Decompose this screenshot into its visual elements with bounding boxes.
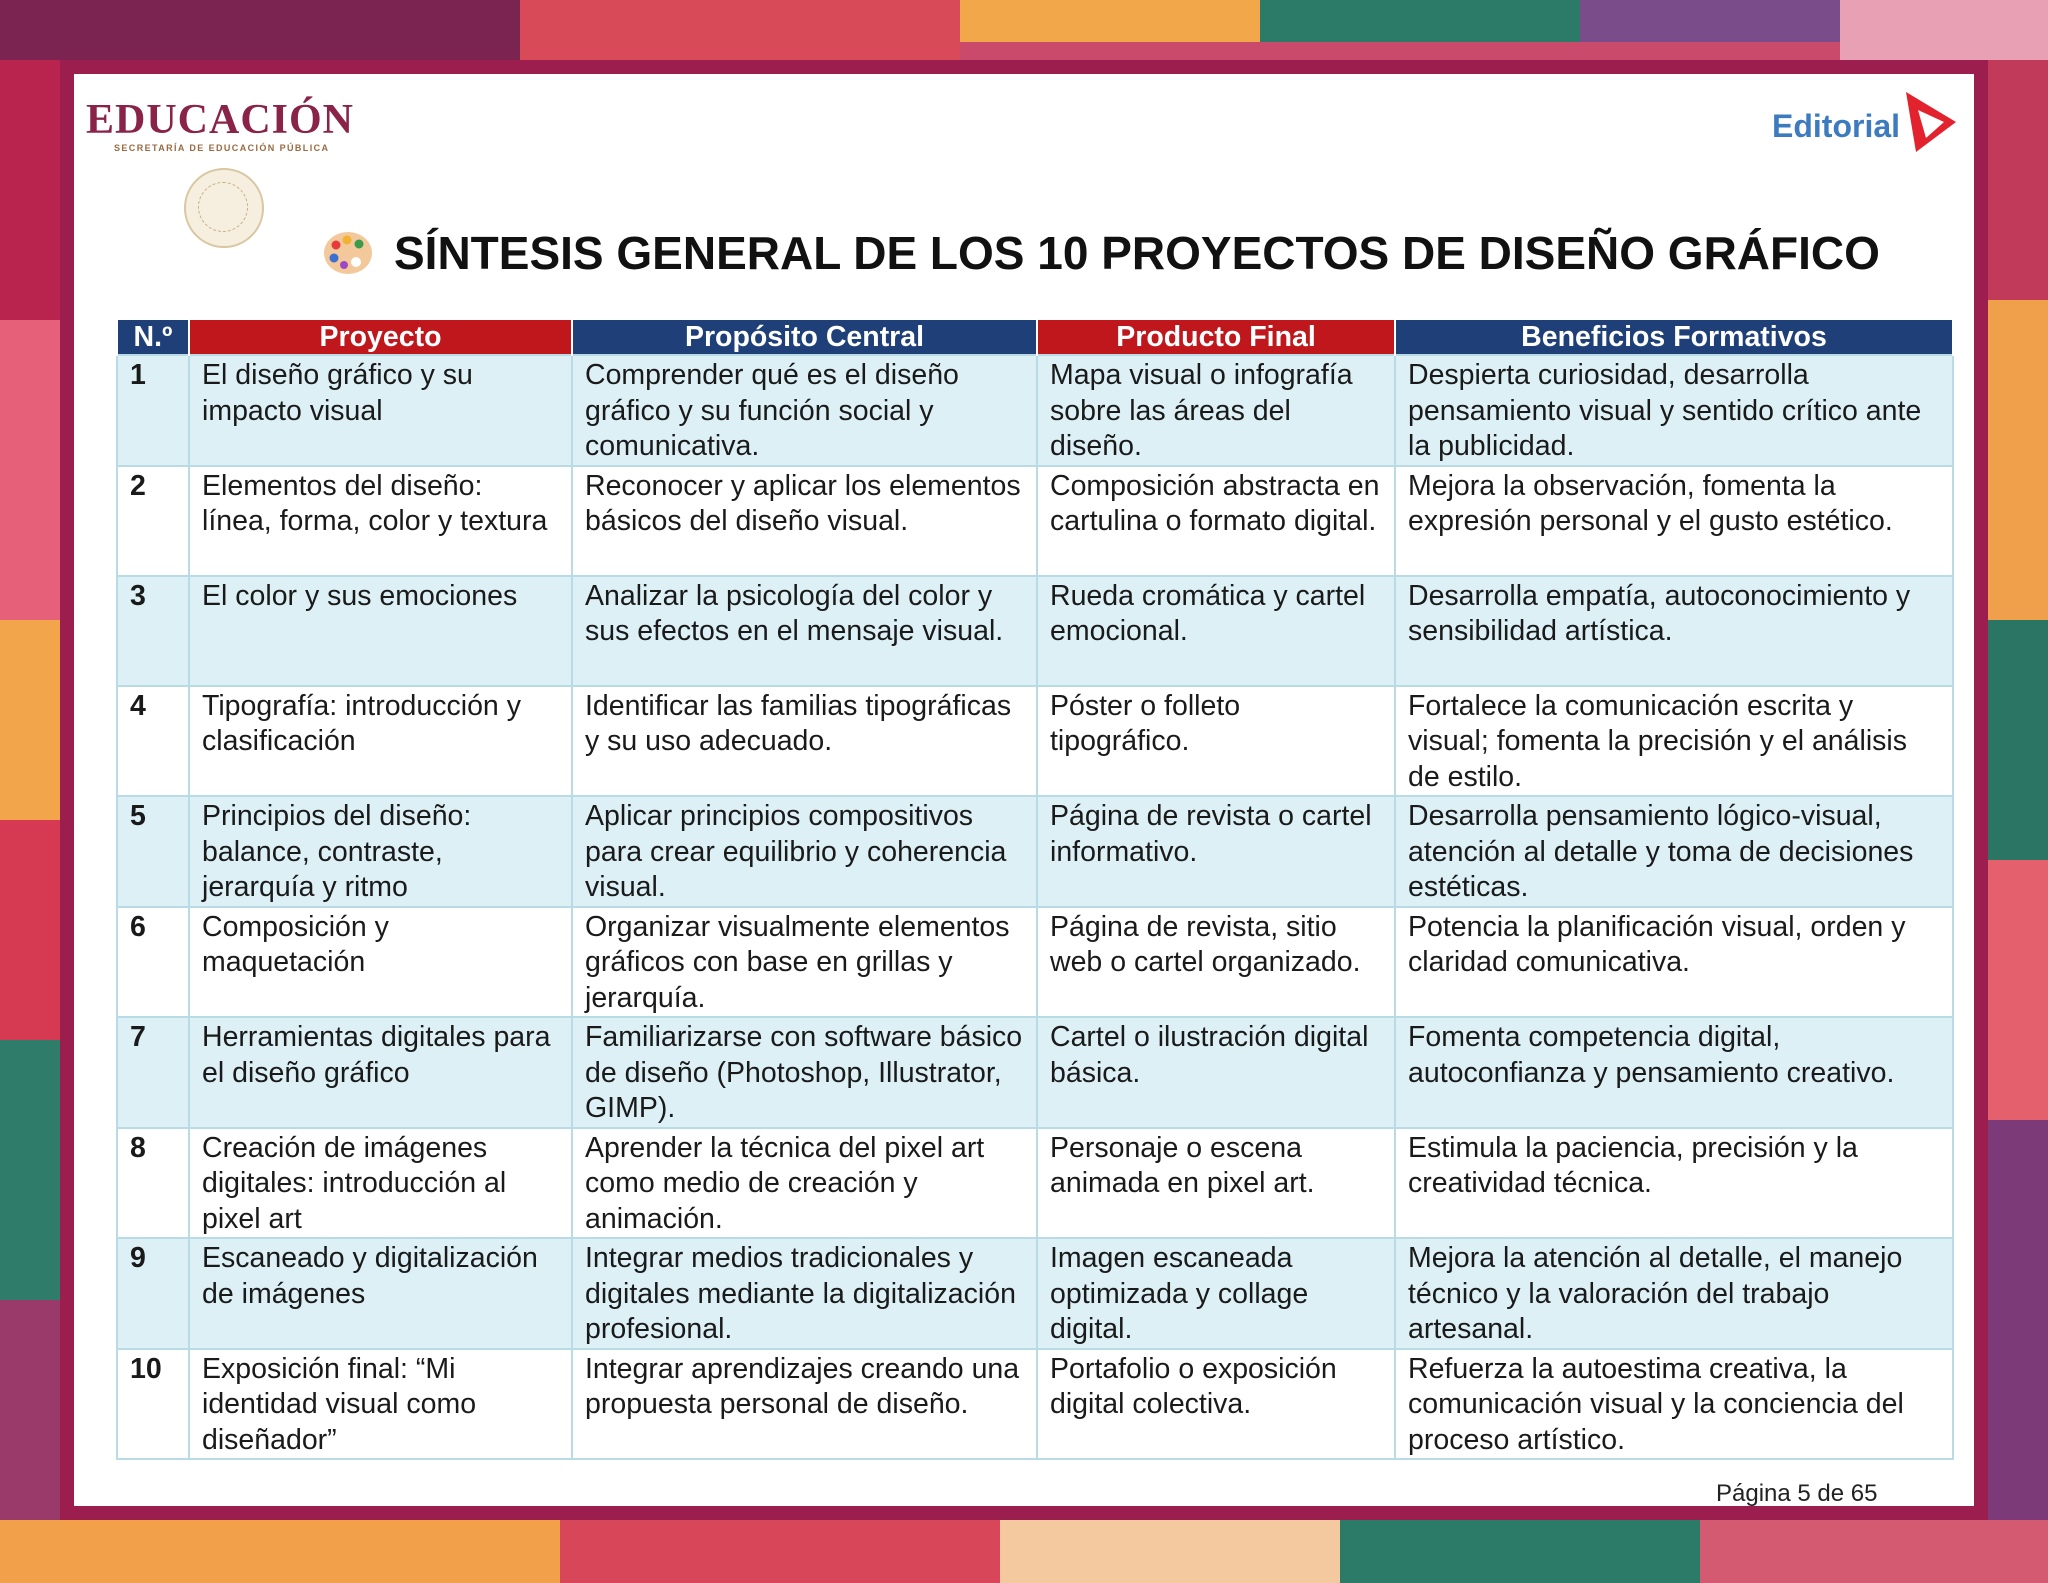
cell-benefits: Fortalece la comunicación escrita y visual; fomenta la precisión y el análisis de estilo. [1395,686,1953,797]
cell-product: Página de revista o cartel informativo. [1037,796,1395,907]
table-row [117,907,1953,1018]
cell-product: Página de revista, sitio web o cartel organizado. [1037,907,1395,1018]
cell-benefits: Mejora la observación, fomenta la expresión personal y el gusto estético. [1395,466,1953,576]
education-logo-subtitle: SECRETARÍA DE EDUCACIÓN PÚBLICA [114,143,330,153]
table-row [117,686,1953,797]
education-logo: EDUCACIÓN [86,97,355,143]
cell-project: Elementos del diseño: línea, forma, color y textura [189,466,572,576]
cell-number: 2 [117,466,189,576]
cell-project: Principios del diseño: balance, contraste, jerarquía y ritmo [189,796,572,907]
palette-icon [322,229,374,277]
page-number: Página 5 de 65 [1716,1480,1878,1507]
cell-purpose: Aplicar principios compositivos para crear equilibrio y coherencia visual. [572,796,1037,907]
publisher-logo-icon [1896,82,1966,154]
cell-benefits: Desarrolla empatía, autoconocimiento y sensibilidad artística. [1395,576,1953,686]
cell-purpose: Reconocer y aplicar los elementos básicos del diseño visual. [572,466,1037,576]
table-row [117,355,1953,466]
cell-purpose: Integrar medios tradicionales y digitales mediante la digitalización profesional. [572,1238,1037,1349]
cell-product: Cartel o ilustración digital básica. [1037,1017,1395,1128]
column-header-product: Producto Final [1037,319,1395,355]
cell-project: Tipografía: introducción y clasificación [189,686,572,797]
table-header-row [117,319,1953,355]
column-header-benefits: Beneficios Formativos [1395,319,1953,355]
cell-benefits: Fomenta competencia digital, autoconfianza y pensamiento creativo. [1395,1017,1953,1128]
column-header-purpose: Propósito Central [572,319,1037,355]
cell-purpose: Integrar aprendizajes creando una propuesta personal de diseño. [572,1349,1037,1460]
cell-purpose: Analizar la psicología del color y sus efectos en el mensaje visual. [572,576,1037,686]
cell-benefits: Desarrolla pensamiento lógico-visual, atención al detalle y toma de decisiones estéticas. [1395,796,1953,907]
cell-project: Exposición final: “Mi identidad visual como diseñador” [189,1349,572,1460]
table-row [117,1128,1953,1239]
cell-project: Escaneado y digitalización de imágenes [189,1238,572,1349]
table-row [117,1017,1953,1128]
cell-benefits: Mejora la atención al detalle, el manejo técnico y la valoración del trabajo artesanal. [1395,1238,1953,1349]
cell-product: Composición abstracta en cartulina o formato digital. [1037,466,1395,576]
cell-benefits: Refuerza la autoestima creativa, la comunicación visual y la conciencia del proceso artístico. [1395,1349,1953,1460]
cell-project: El diseño gráfico y su impacto visual [189,355,572,466]
table-row [117,466,1953,576]
table-row [117,796,1953,907]
cell-number: 5 [117,796,189,907]
cell-product: Mapa visual o infografía sobre las áreas del diseño. [1037,355,1395,466]
column-header-project: Proyecto [189,319,572,355]
cell-number: 7 [117,1017,189,1128]
cell-purpose: Comprender qué es el diseño gráfico y su función social y comunicativa. [572,355,1037,466]
cell-number: 8 [117,1128,189,1239]
cell-project: El color y sus emociones [189,576,572,686]
cell-product: Rueda cromática y cartel emocional. [1037,576,1395,686]
cell-product: Personaje o escena animada en pixel art. [1037,1128,1395,1239]
cell-benefits: Estimula la paciencia, precisión y la creatividad técnica. [1395,1128,1953,1239]
cell-number: 4 [117,686,189,797]
table-row [117,1238,1953,1349]
cell-product: Póster o folleto tipográfico. [1037,686,1395,797]
publisher-logo-text: Editorial [1772,108,1901,144]
cell-benefits: Potencia la planificación visual, orden y claridad comunicativa. [1395,907,1953,1018]
cell-purpose: Organizar visualmente elementos gráficos con base en grillas y jerarquía. [572,907,1037,1018]
cell-number: 6 [117,907,189,1018]
projects-table [116,318,1954,1460]
cell-purpose: Identificar las familias tipográficas y su uso adecuado. [572,686,1037,797]
title-block [322,226,1880,280]
cell-number: 10 [117,1349,189,1460]
cell-number: 1 [117,355,189,466]
table-row [117,576,1953,686]
cell-product: Imagen escaneada optimizada y collage digital. [1037,1238,1395,1349]
page-title: SÍNTESIS GENERAL DE LOS 10 PROYECTOS DE DISEÑO GRÁFICO [394,227,1880,279]
cell-purpose: Aprender la técnica del pixel art como medio de creación y animación. [572,1128,1037,1239]
cell-benefits: Despierta curiosidad, desarrolla pensamiento visual y sentido crítico ante la publicidad. [1395,355,1953,466]
cell-product: Portafolio o exposición digital colectiva. [1037,1349,1395,1460]
cell-number: 9 [117,1238,189,1349]
cell-project: Composición y maquetación [189,907,572,1018]
cell-number: 3 [117,576,189,686]
cell-project: Herramientas digitales para el diseño gráfico [189,1017,572,1128]
table-row [117,1349,1953,1460]
cell-project: Creación de imágenes digitales: introducción al pixel art [189,1128,572,1239]
cell-purpose: Familiarizarse con software básico de diseño (Photoshop, Illustrator, GIMP). [572,1017,1037,1128]
column-header-number: N.º [117,319,189,355]
national-seal-icon [184,168,264,248]
